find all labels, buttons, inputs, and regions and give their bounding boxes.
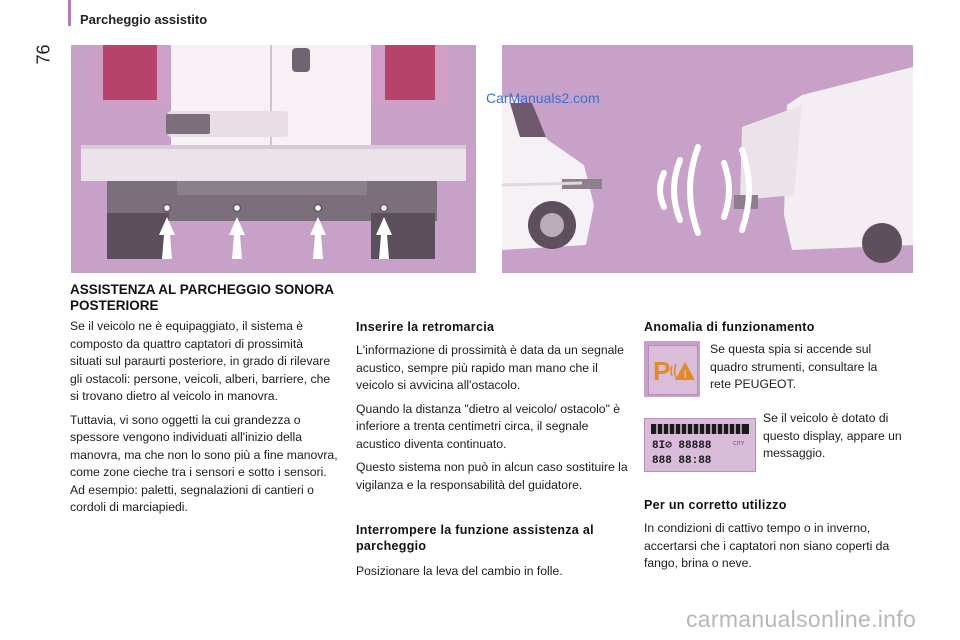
svg-text:P: P: [653, 356, 671, 386]
watermark-top: CarManuals2.com: [486, 90, 600, 106]
multifunction-display: [644, 418, 756, 472]
main-title: ASSISTENZA AL PARCHEGGIO SONORA POSTERIORE: [70, 282, 334, 313]
reverse-text: [356, 342, 632, 500]
page-number: 76: [33, 44, 54, 65]
reverse-paragraph: L'informazione di prossimità è data da un segnale acustico, sempre più rapido man mano che il veicolo si avvicina all'ostacolo.: [356, 343, 624, 392]
intro-paragraph: Tuttavia, vi sono oggetti la cui grandezza o spessore vengono individuati all'inizio della manovra, ma che non lo sono più a fine manovra, come zone cieche tra i sensori e sotto i sensori. Ad esempio: paletti, segnalazioni di cantieri o cordoli di marciapiedi.: [70, 412, 338, 514]
section-title: Parcheggio assistito: [80, 12, 208, 27]
intro-paragraph: Se il veicolo ne è equipaggiato, il sistema è composto da quattro captatori di prossimità situati sul paraurti posteriore, in grado di rilevare gli ostacoli: persone, veicoli, alberi, barriere, che si trovano dietro al veicolo in manovra.: [70, 319, 331, 403]
usage-title: Per un corretto utilizzo: [644, 498, 787, 512]
display-text: Se il veicolo è dotato di questo display, appare un messaggio.: [763, 411, 902, 460]
svg-text:888 88:88: 888 88:88: [652, 455, 712, 467]
fault-title: Anomalia di funzionamento: [644, 320, 815, 334]
svg-text:!: !: [683, 369, 688, 381]
display-city-label: CITY: [733, 441, 745, 447]
stop-text: Posizionare la leva del cambio in folle.: [356, 564, 563, 578]
svg-text:8I⊘ 88888: 8I⊘ 88888: [652, 440, 712, 452]
reverse-paragraph: Quando la distanza "dietro al veicolo/ ostacolo" è inferiore a trenta centimetri circa, il segnale acustico diventa continuato.: [356, 401, 621, 451]
proximity-waves-illustration: [502, 45, 913, 273]
intro-text: [70, 318, 338, 523]
reverse-title: Inserire la retromarcia: [356, 320, 495, 334]
warning-text: Se questa spia si accende sul quadro strumenti, consultare la rete PEUGEOT.: [710, 342, 878, 391]
reverse-paragraph: Questo sistema non può in alcun caso sostituire la vigilanza e la responsabilità del guidatore.: [356, 460, 628, 492]
usage-text: In condizioni di cattivo tempo o in inverno, accertarsi che i captatori non siano coperti da fango, brina o neve.: [644, 521, 890, 570]
rear-sensors-illustration: [71, 45, 476, 273]
watermark-bottom: carmanualsonline.info: [686, 606, 917, 632]
accent-bar: [68, 0, 71, 26]
stop-title: Interrompere la funzione assistenza al parcheggio: [356, 523, 594, 553]
parking-warning-icon: [648, 345, 698, 395]
warning-light-box: [644, 341, 700, 397]
